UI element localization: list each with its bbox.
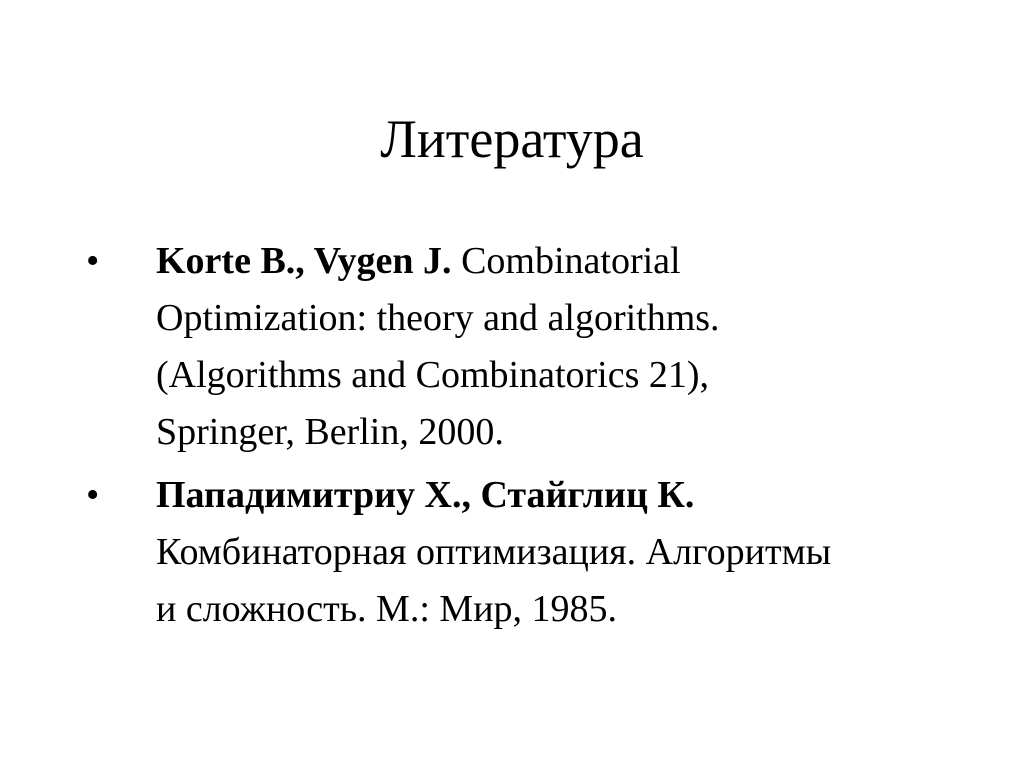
reference-text: Combinatorial Optimization: theory and algorithms. (Algorithms and Combinatorics 21), Springer, Berlin, 2000. — [156, 240, 720, 453]
slide-title: Литература — [380, 109, 644, 169]
reference-text: Комбинаторная оптимизация. Алгоритмы и сложность. М.: Мир, 1985. — [156, 531, 832, 630]
reference-authors: Korte B., Vygen J. — [156, 240, 452, 282]
bullet-icon: • — [86, 240, 100, 282]
reference-authors: Пападимитриу Х., Стайглиц К. — [156, 474, 695, 516]
reference-list — [0, 233, 1024, 644]
bullet-icon: • — [86, 474, 100, 516]
reference-item — [0, 233, 846, 461]
reference-item — [0, 467, 846, 638]
